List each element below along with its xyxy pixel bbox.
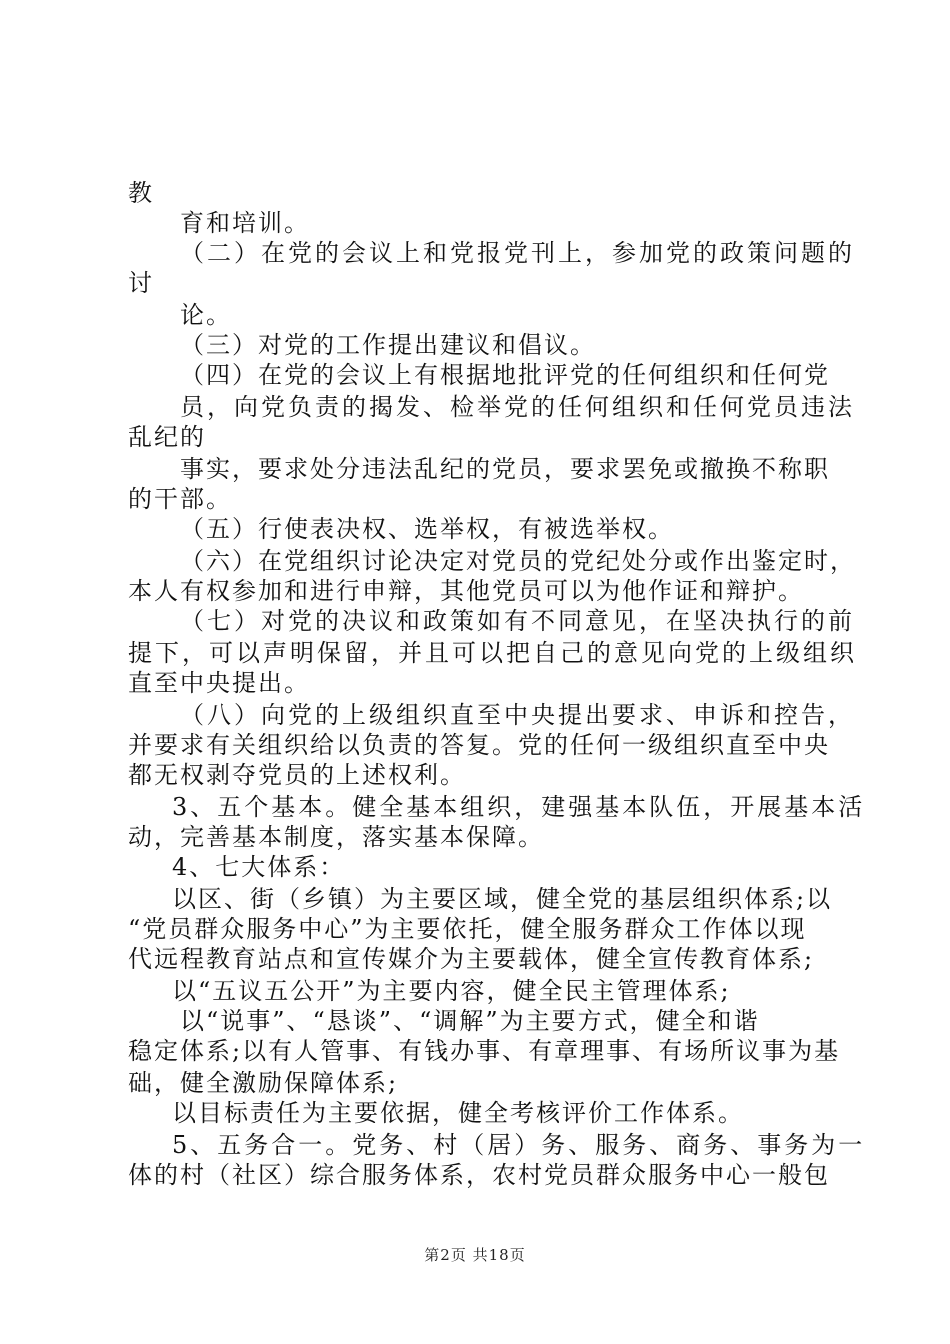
text-line: 乱纪的 [128,423,206,451]
text-line: 5、五务合一。党务、村（居）务、服务、商务、事务为一 [172,1131,866,1159]
text-line: 以“五议五公开”为主要内容，健全民主管理体系; [172,977,731,1005]
text-line: （二）在党的会议上和党报党刊上，参加党的政策问题的 [180,239,855,267]
text-line: 论。 [180,301,232,329]
text-line: 3、五个基本。健全基本组织，建强基本队伍，开展基本活 [172,793,866,821]
text-line: （五）行使表决权、选举权，有被选举权。 [180,515,674,543]
text-line: 体的村（社区）综合服务体系，农村党员群众服务中心一般包 [128,1161,830,1189]
text-line: 础，健全激励保障体系; [128,1069,399,1097]
page-footer: 第2页 共18页 [424,1246,526,1264]
text-line: 直至中央提出。 [128,669,310,697]
text-line: 以区、街（乡镇）为主要区域，健全党的基层组织体系;以 [172,885,833,913]
text-line: 事实，要求处分违法乱纪的党员，要求罢免或撤换不称职 [180,455,830,483]
text-line: 以“说事”、“恳谈”、“调解”为主要方式，健全和谐 [180,1007,760,1035]
text-line: 员，向党负责的揭发、检举党的任何组织和任何党员违法 [180,393,855,421]
text-line: 稳定体系;以有人管事、有钱办事、有章理事、有场所议事为基 [128,1037,841,1065]
text-line: 的干部。 [128,485,232,513]
text-line: （三）对党的工作提出建议和倡议。 [180,331,596,359]
text-line: “党员群众服务中心”为主要依托，健全服务群众工作体以现 [128,915,807,943]
text-line: 动，完善基本制度，落实基本保障。 [128,823,544,851]
text-line: 以目标责任为主要依据，健全考核评价工作体系。 [172,1099,744,1127]
text-line: 代远程教育站点和宣传媒介为主要载体，健全宣传教育体系; [128,945,815,973]
text-line: （七）对党的决议和政策如有不同意见，在坚决执行的前 [180,607,855,635]
text-line: 讨 [128,269,154,297]
text-line: （八）向党的上级组织直至中央提出要求、申诉和控告， [180,701,855,729]
text-line: 4、七大体系： [172,853,346,881]
text-line: 提下，可以声明保留，并且可以把自己的意见向党的上级组织 [128,639,857,667]
text-line: 教 [128,179,154,207]
text-line: （六）在党组织讨论决定对党员的党纪处分或作出鉴定时， [180,547,856,575]
text-line: 本人有权参加和进行申辩，其他党员可以为他作证和辩护。 [128,577,804,605]
text-line: （四）在党的会议上有根据地批评党的任何组织和任何党 [180,361,830,389]
text-line: 都无权剥夺党员的上述权利。 [128,761,466,789]
text-line: 育和培训。 [180,209,310,237]
text-line: 并要求有关组织给以负责的答复。党的任何一级组织直至中央 [128,731,830,759]
